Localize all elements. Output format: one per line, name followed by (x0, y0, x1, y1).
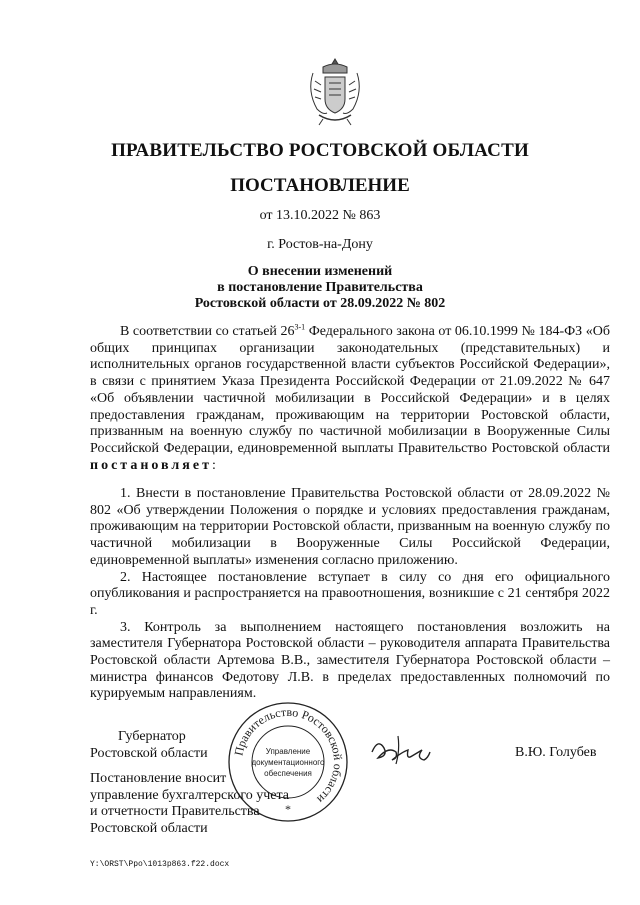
submitted-line: управление бухгалтерского учета (90, 787, 289, 803)
decree-word: постановляет (90, 457, 212, 473)
subject-line: в постановление Правительства (217, 280, 423, 295)
subject-line: Ростовской области от 28.09.2022 № 802 (194, 296, 446, 311)
preamble-end: : (211, 457, 216, 473)
seal-outer-text: Правительство Ростовской области (231, 704, 346, 807)
signatory-name: В.Ю. Голубев (515, 745, 597, 760)
submitted-line: и отчетности Правительства (90, 804, 260, 819)
seal-inner-text: Управление (265, 747, 311, 756)
file-path-footer: Y:\ORST\Ppo\1013p863.f22.docx (90, 860, 230, 869)
city: г. Ростов-на-Дону (267, 237, 373, 252)
seal-inner-text: документационного (251, 758, 325, 767)
document-subject (0, 264, 640, 312)
position-line: Губернатор (118, 729, 186, 744)
subject-line: О внесении изменений (247, 264, 393, 279)
handwritten-signature (368, 730, 438, 770)
position-line: Ростовской области (90, 746, 208, 761)
submitted-by (90, 771, 289, 837)
organization-title: ПРАВИТЕЛЬСТВО РОСТОВСКОЙ ОБЛАСТИ (111, 140, 529, 161)
item-paragraph: 3. Контроль за выполнением настоящего постановления возложить на заместителя Губернатора Ростовской области – руководителя аппарата Правительства Ростовской области Артемова В.В., заместителя Губернатора Ростовской области – министра финансов Федотову Л.В. в пределах предоставленных полномочий по курируемым направлениям. (90, 619, 610, 702)
coat-of-arms-icon (305, 55, 365, 127)
preamble-text: Федерального закона от 06.10.1999 № 184-ФЗ «Об общих принципах организации законодательных (представительных) и исполнительных органов государственной власти субъектов Российской Федерации», в связи с принятием Указа Президента Российской Федерации от 21.09.2022 № 647 «Об объявлении частичной мобилизации в Российской Федерации» и в целях предоставления гражданам, проживающим на территории Ростовской области, призванным на военную службу по частичной мобилизации в Вооруженные Силы Российской Федерации, единовременной выплаты Правительство Ростовской области (90, 324, 610, 456)
seal-star: * (285, 802, 291, 816)
preamble-paragraph (90, 324, 610, 474)
seal-inner-text: обеспечения (264, 769, 312, 778)
item-paragraph: 1. Внести в постановление Правительства Ростовской области от 28.09.2022 № 802 «Об утверждении Положения о порядке и условиях предоставления гражданам, проживающим на территории Ростовской области, призванным на военную службу по частичной мобилизации в Вооруженные Силы Российской Федерации, единовременной выплаты» изменения согласно приложению. (90, 486, 610, 568)
submitted-line: Ростовской области (90, 820, 208, 836)
superscript: 3-1 (294, 322, 306, 332)
items-block (90, 486, 610, 703)
document-type: ПОСТАНОВЛЕНИЕ (230, 175, 410, 196)
item-paragraph: 2. Настоящее постановление вступает в силу со дня его официального опубликования и распространяется на правоотношения, возникшие с 21 сентября 2022 г. (90, 569, 610, 618)
preamble-text: В соответствии со статьей 26 (120, 324, 295, 339)
date-number: от 13.10.2022 № 863 (259, 208, 381, 223)
submitted-line: Постановление вносит (90, 771, 227, 786)
signatory-position (90, 728, 208, 762)
